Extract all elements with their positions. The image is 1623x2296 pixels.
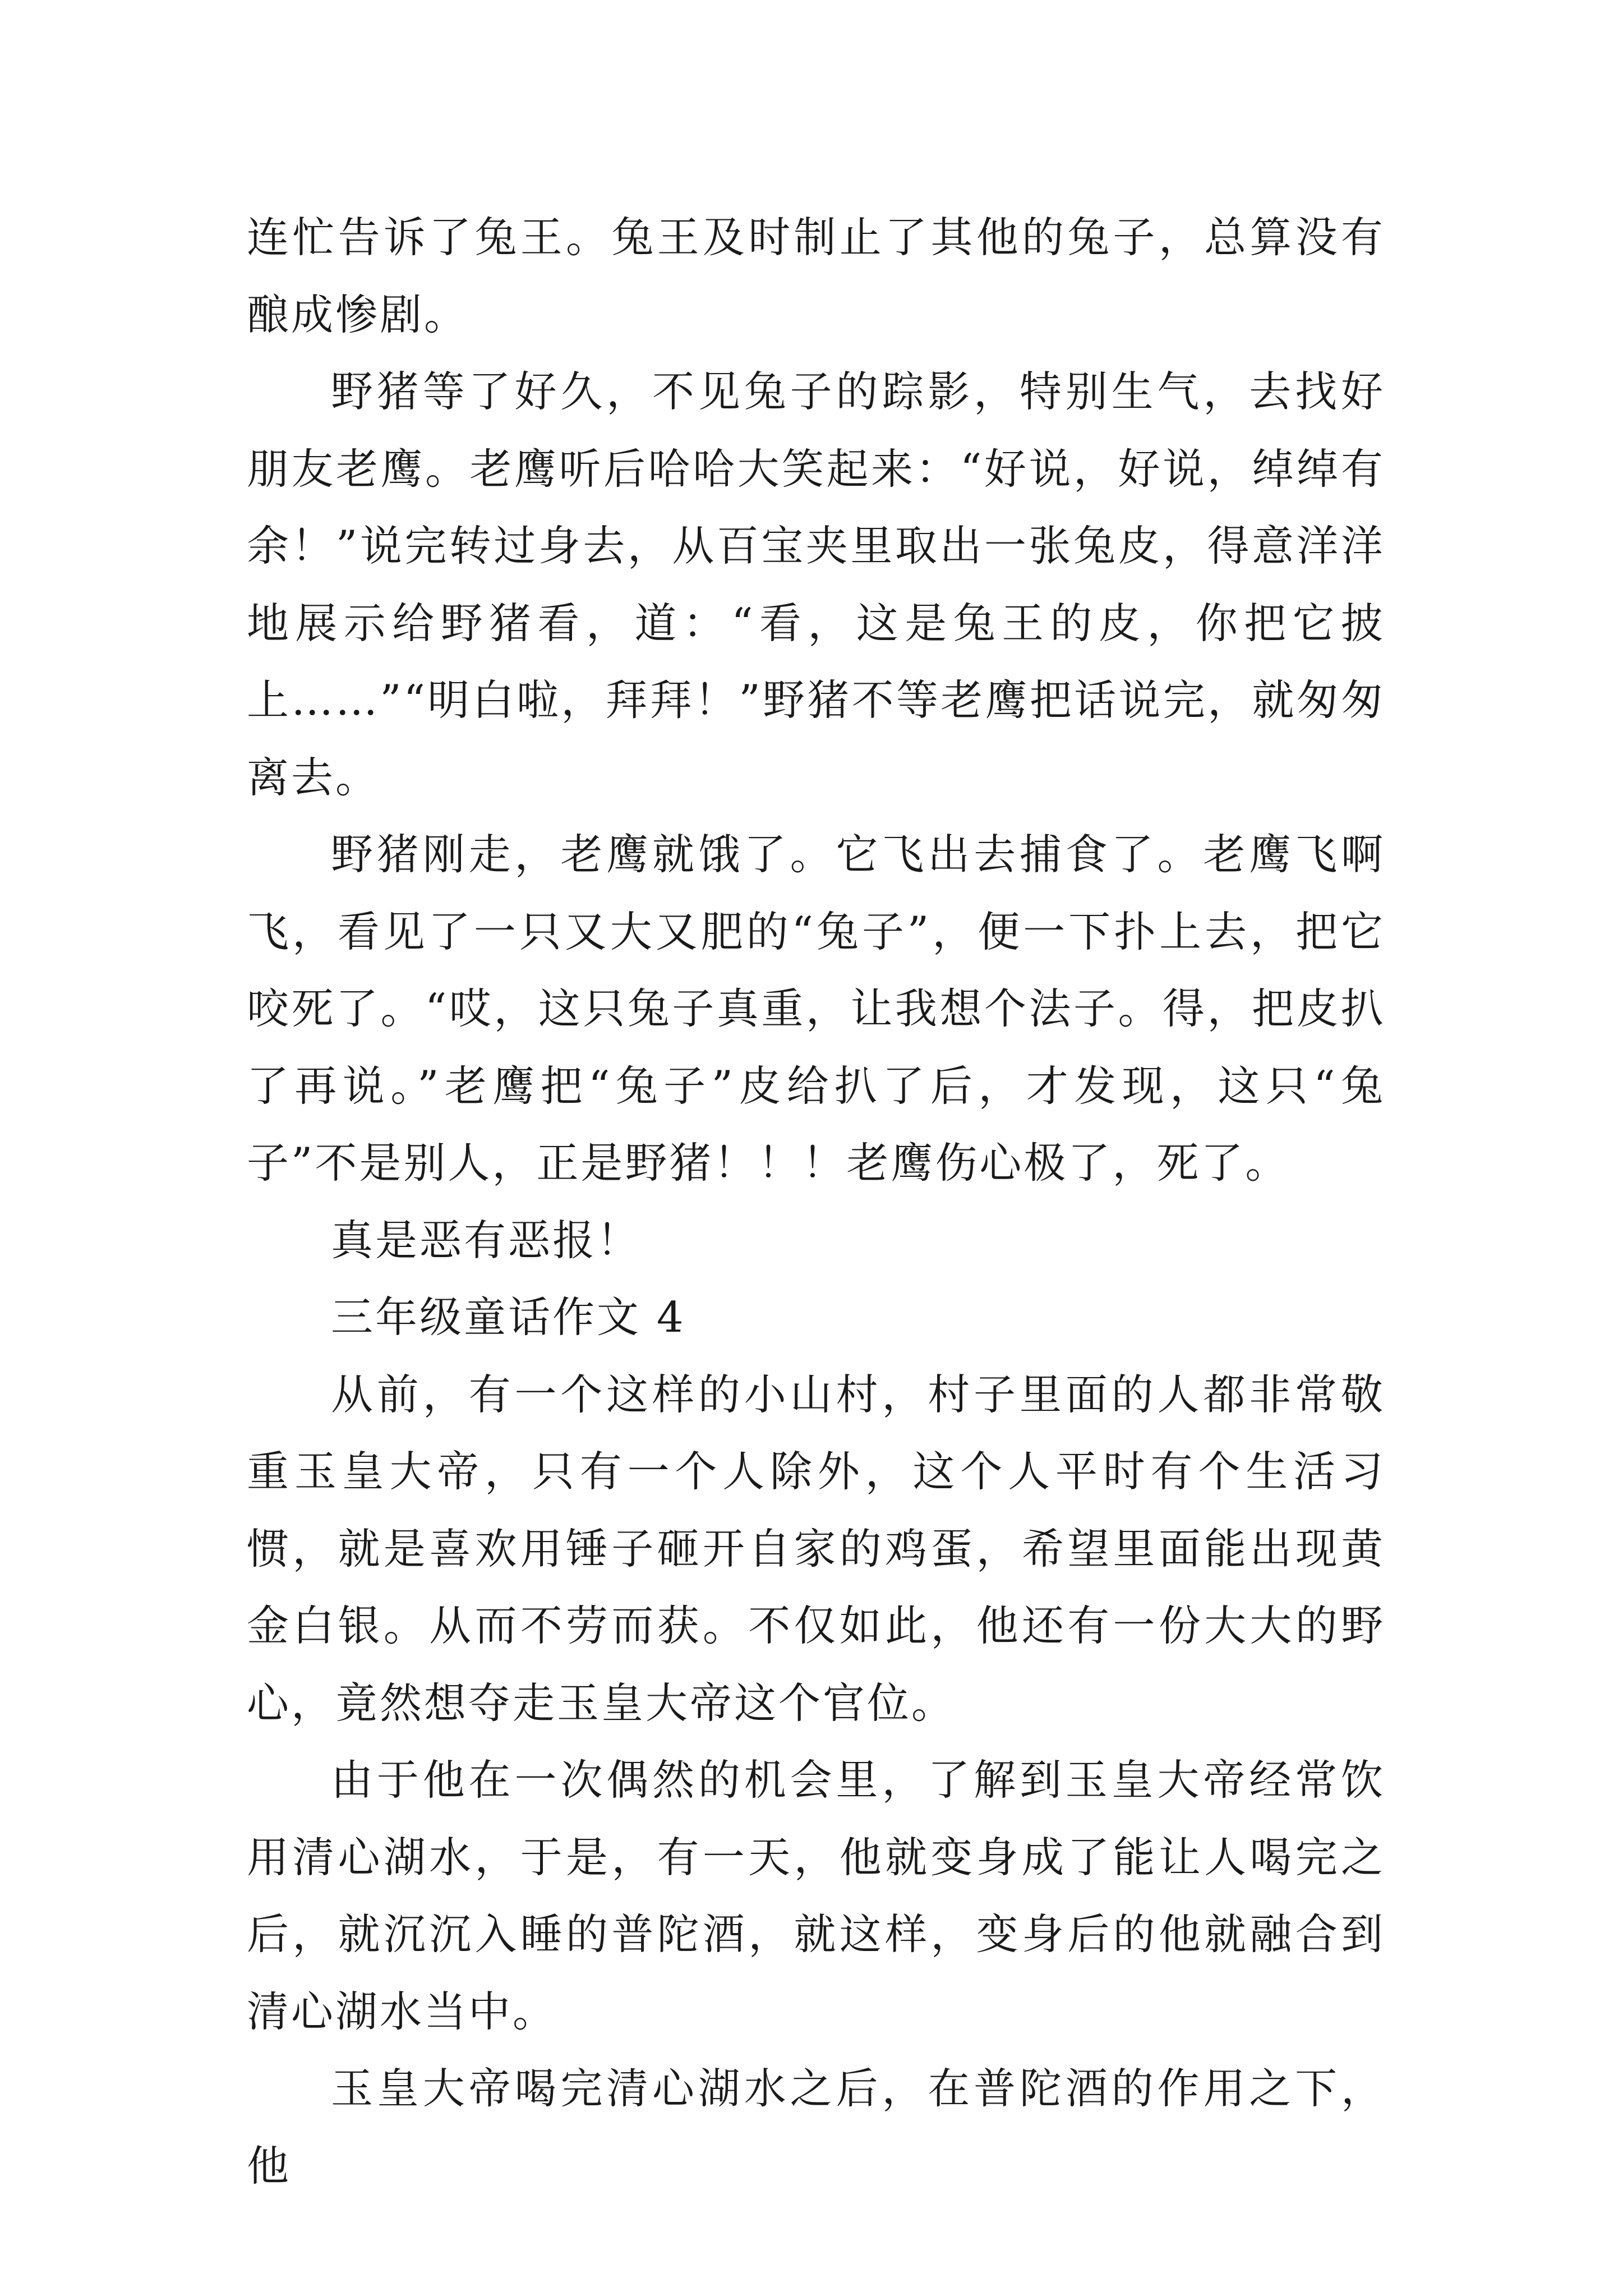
paragraph-4: 真是恶有恶报！: [331, 1215, 642, 1265]
paragraph-1: 连忙告诉了兔王。兔王及时制止了其他的兔子，总算没有酿成惨剧。: [247, 213, 1385, 339]
paragraph-3: 野猪刚走，老鹰就饿了。它飞出去捕食了。老鹰飞啊飞，看见了一只又大又肥的“兔子”，便一下扑上去，把它咬死了。“哎，这只兔子真重，让我想个法子。得，把皮扒了再说。”老鹰把“兔子”皮给扒了后，才发现，这只“兔子”不是别人，正是野猪！！！老鹰伤心极了，死了。: [247, 830, 1385, 1188]
paragraph-6: 从前，有一个这样的小山村，村子里面的人都非常敬重玉皇大帝，只有一个人除外，这个人平时有个生活习惯，就是喜欢用锤子砸开自家的鸡蛋，希望里面能出现黄金白银。从而不劳而获。不仅如此，他还有一份大大的野心，竟然想夺走玉皇大帝这个官位。: [247, 1369, 1385, 1728]
paragraph-8: 玉皇大帝喝完清心湖水之后，在普陀酒的作用之下，他: [247, 2064, 1385, 2191]
section-heading: 三年级童话作文 4: [331, 1292, 686, 1342]
document-body: [247, 199, 1385, 2205]
paragraph-7: 由于他在一次偶然的机会里，了解到玉皇大帝经常饮用清心湖水，于是，有一天，他就变身成了能让人喝完之后，就沉沉入睡的普陀酒，就这样，变身后的他就融合到清心湖水当中。: [247, 1755, 1385, 2036]
paragraph-2: 野猪等了好久，不见兔子的踪影，特别生气，去找好朋友老鹰。老鹰听后哈哈大笑起来：“好说，好说，绰绰有余！”说完转过身去，从百宝夹里取出一张兔皮，得意洋洋地展示给野猪看，道：“看，这是兔王的皮，你把它披上……”“明白啦，拜拜！”野猪不等老鹰把话说完，就匆匆离去。: [247, 367, 1385, 802]
